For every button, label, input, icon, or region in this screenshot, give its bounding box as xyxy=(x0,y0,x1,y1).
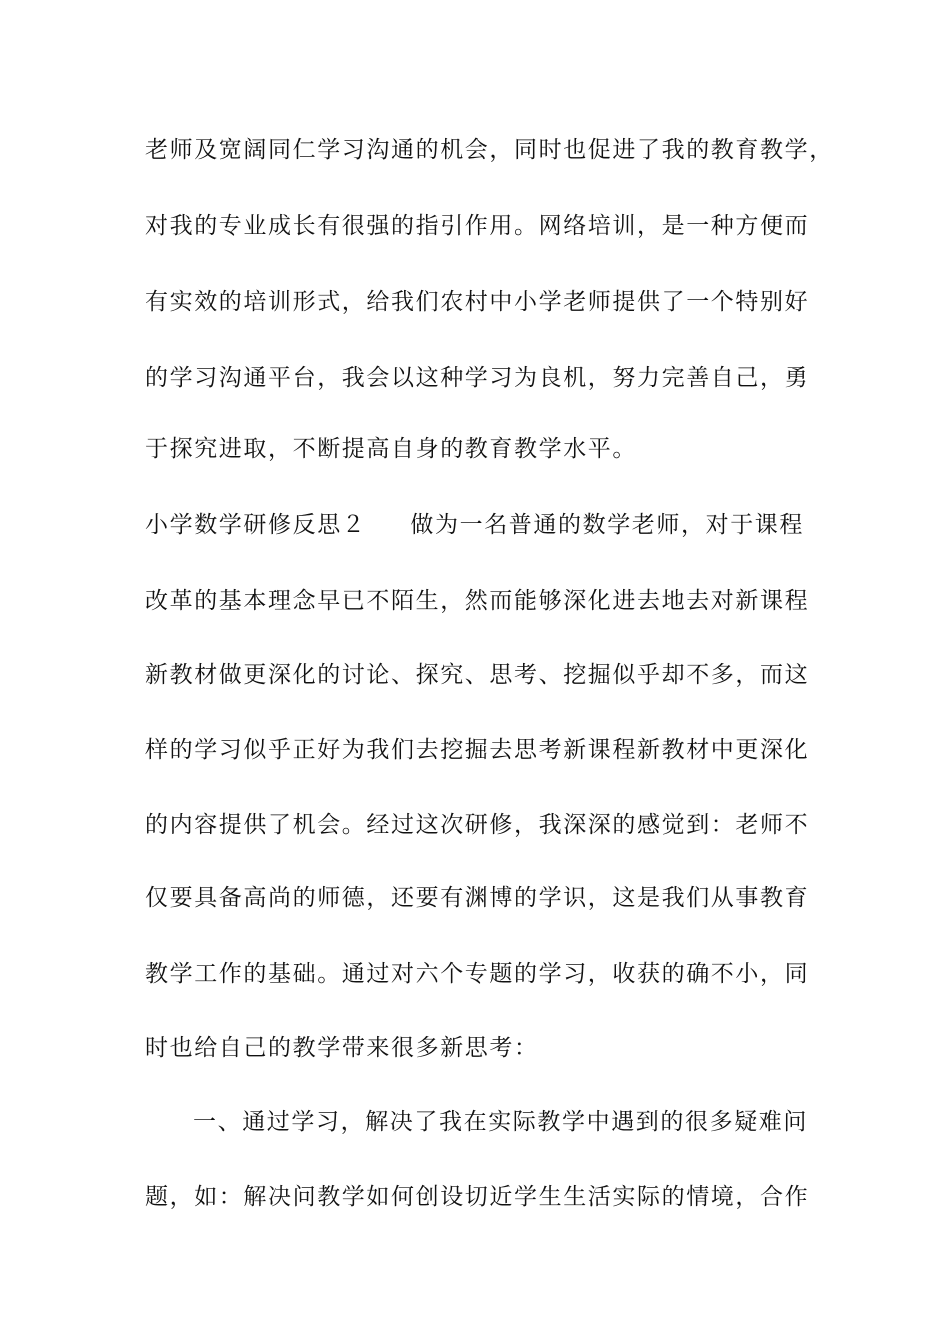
section-heading: 小学数学研修反思２ xyxy=(145,512,367,538)
text-line: 一、通过学习，解决了我在实际教学中遇到的很多疑难问 xyxy=(193,1109,808,1135)
text-line: 改革的基本理念早已不陌生，然而能够深化进去地去对新课程 xyxy=(145,588,810,614)
text-line: 样的学习似乎正好为我们去挖掘去思考新课程新教材中更深化 xyxy=(145,737,810,763)
text-line: 新教材做更深化的讨论、探究、思考、挖掘似乎却不多，而这 xyxy=(145,662,810,688)
text-line: 有实效的培训形式，给我们农村中小学老师提供了一个特别好 xyxy=(145,289,810,315)
text-line: 仅要具备高尚的师德，还要有渊博的学识，这是我们从事教育 xyxy=(145,885,810,911)
text-line: 于探究进取，不断提高自身的教育教学水平。 xyxy=(145,436,637,462)
section-heading-line xyxy=(145,505,825,545)
text-line: 时也给自己的教学带来很多新思考： xyxy=(145,1035,539,1061)
text-line: 的学习沟通平台，我会以这种学习为良机，努力完善自己，勇 xyxy=(145,365,810,391)
text-line: 老师及宽阔同仁学习沟通的机会，同时也促进了我的教育教学， xyxy=(145,137,834,163)
text-span: 做为一名普通的数学老师，对于课程 xyxy=(410,512,805,538)
text-line: 教学工作的基础。通过对六个专题的学习，收获的确不小，同 xyxy=(145,961,810,987)
text-line: 题，如：解决问教学如何创设切近学生生活实际的情境，合作 xyxy=(145,1184,810,1210)
text-line: 对我的专业成长有很强的指引作用。网络培训，是一种方便而 xyxy=(145,213,810,239)
text-line: 的内容提供了机会。经过这次研修，我深深的感觉到：老师不 xyxy=(145,812,810,838)
